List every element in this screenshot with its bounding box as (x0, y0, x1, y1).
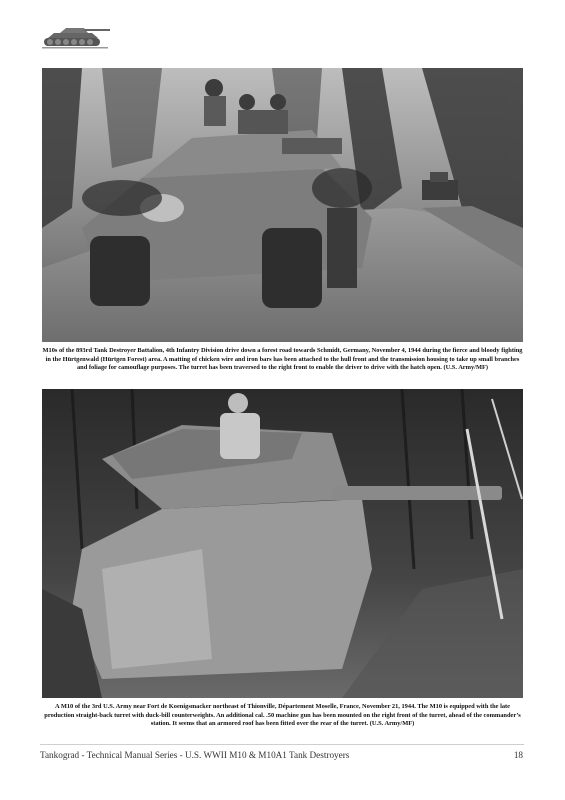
photo-caption: A M10 of the 3rd U.S. Army near Fort de Koenigsmacker northeast of Thionville, Département Moselle, France, November 21, 1944. The M10 is equipped with the late production straight-back turret with duck-bill counterweights. An additional cal. .50 machine gun has been mounted on the right front of the turret, ahead of the commander’s station. It seems that an armored roof has been fitted over the rear of the turret. (U.S. Army/MF) (44, 703, 521, 728)
footer-divider (40, 744, 524, 745)
photo-caption: M10s of the 893rd Tank Destroyer Battalion, 4th Infantry Division drive down a forest road towards Schmidt, Germany, November 4, 1944 during the fierce and bloody fighting in the Hürtgenwald (Hürtgen Forest) area. A matting of chicken wire and iron bars has been attached to the hull front and the transmission housing to take up small branches and foliage for camouflage purposes. The turret has been traversed to the right front to enable the driver to drive with the hatch open. (U.S. Army/MF) (42, 347, 523, 372)
footer-series-title: Tankograd - Technical Manual Series - U.S. WWII M10 & M10A1 Tank Destroyers (40, 750, 350, 760)
tank-silhouette-icon (40, 24, 112, 52)
photo-m10-forest-road (42, 68, 523, 342)
photo-m10-thionville (42, 389, 523, 698)
page-number: 18 (513, 750, 523, 760)
